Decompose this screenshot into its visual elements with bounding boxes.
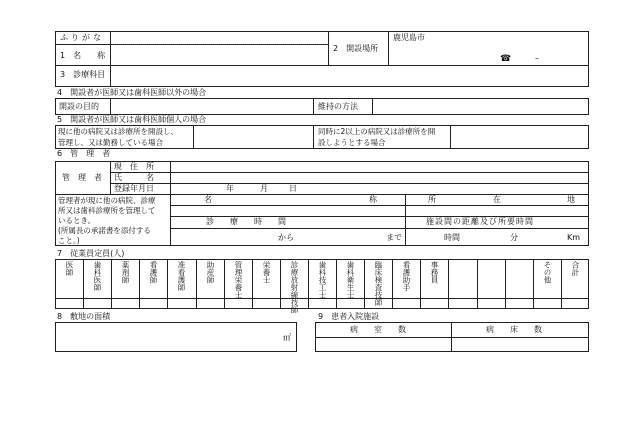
section7-heading: 7 従業員定員(人) <box>57 249 125 258</box>
staff-count-cell[interactable] <box>140 299 166 308</box>
section5-left-text-2: 管理し、又は勤務している場合 <box>58 138 163 147</box>
rooms-label: 病 室 数 <box>350 325 406 334</box>
section6-heading: 6 管 理 者 <box>57 149 111 158</box>
staff-count-cell[interactable] <box>309 299 335 308</box>
facility-name-input[interactable] <box>112 46 326 63</box>
reg-month: 月 <box>260 184 268 193</box>
staff-col-header: 准看護師 <box>177 261 186 291</box>
departments-input[interactable] <box>112 67 586 85</box>
maintenance-label: 維持の方法 <box>318 102 358 111</box>
section5-right-text-2: 設しようとする場合 <box>318 138 386 147</box>
staff-count-cell[interactable] <box>197 299 223 308</box>
section5-heading: 5 開設者が医師又は歯科医師個人の場合 <box>57 115 207 124</box>
staff-count-cell[interactable] <box>449 299 475 308</box>
staff-col-header: 事務員 <box>430 261 439 284</box>
reg-year: 年 <box>226 184 234 193</box>
staff-count-cell[interactable] <box>168 299 194 308</box>
staff-col-header: 歯科医師 <box>93 261 102 291</box>
staff-col-header: 医師 <box>65 261 74 276</box>
manager-name-label: 氏 名 <box>114 173 154 182</box>
col-name-2: 称 <box>369 195 377 204</box>
hours-from: から <box>278 233 294 242</box>
section4-heading: 4 開設者が医師又は歯科医師以外の場合 <box>57 88 207 97</box>
staff-col-header: 助産師 <box>206 261 215 284</box>
hours-until: まで <box>386 233 402 242</box>
staff-count-cell[interactable] <box>506 299 532 308</box>
staff-count-cell[interactable] <box>534 299 560 308</box>
staff-count-cell[interactable] <box>84 299 110 308</box>
staff-count-cell[interactable] <box>421 299 447 308</box>
travel-minutes: 分 <box>510 233 518 242</box>
staff-count-cell[interactable] <box>281 299 307 308</box>
col-hours: 診 療 時 間 <box>206 217 286 226</box>
staff-col-header: 臨床検査技師 <box>374 261 383 306</box>
staff-count-cell[interactable] <box>253 299 279 308</box>
travel-km: Km <box>567 233 581 242</box>
location-label: 2 開設場所 <box>333 44 379 53</box>
staff-col-header: 看護助手 <box>402 261 411 291</box>
staff-col-header: その他 <box>543 261 552 284</box>
staff-col-header: 栄養士 <box>262 261 271 284</box>
other-facility-text-2: 所又は歯科診療所を管理して <box>58 206 156 215</box>
furigana-input[interactable] <box>112 33 326 43</box>
staff-count-cell[interactable] <box>225 299 251 308</box>
manager-label: 管 理 者 <box>62 173 102 182</box>
section5-left-text-1: 現に他の病院又は診療所を開設し、 <box>58 127 178 136</box>
col-location-2: 在 <box>493 195 501 204</box>
staff-count-cell[interactable] <box>562 299 588 308</box>
staff-count-cell[interactable] <box>112 299 138 308</box>
facility-name-label: 1 名 称 <box>60 51 106 60</box>
reg-day: 日 <box>289 184 297 193</box>
staff-col-header: 看護師 <box>149 261 158 284</box>
telephone-icon: ☎ <box>500 54 512 64</box>
section5-right-text-1: 同時に2以上の病院又は診療所を開 <box>318 127 436 136</box>
staff-col-header: 診療放射線技師 <box>290 261 299 314</box>
staff-col-header: 管理栄養士 <box>234 261 243 299</box>
purpose-label: 開設の目的 <box>59 102 99 111</box>
col-location-3: 地 <box>567 195 575 204</box>
staff-col-header: 薬剤師 <box>121 261 130 284</box>
staff-count-cell[interactable] <box>478 299 504 308</box>
staff-count-cell[interactable] <box>365 299 391 308</box>
other-facility-text-5: こと。) <box>58 236 80 245</box>
travel-hours: 時間 <box>444 233 460 242</box>
staff-col-header: 合計 <box>571 261 580 276</box>
staff-col-header: 歯科技工士 <box>318 261 327 299</box>
col-name-1: 名 <box>204 195 212 204</box>
site-area-unit: ㎡ <box>283 333 291 342</box>
col-distance: 施設間の距離及び所要時間 <box>426 217 534 226</box>
beds-label: 病 床 数 <box>486 325 542 334</box>
section8-heading: 8 敷地の面積 <box>57 312 111 321</box>
col-location-1: 所 <box>428 195 436 204</box>
site-area-box <box>55 322 297 352</box>
staff-count-cell[interactable] <box>56 299 82 308</box>
other-facility-text-1: 管理者が現に他の病院、診療 <box>58 196 156 205</box>
manager-address-label: 現 住 所 <box>114 162 154 171</box>
manager-reg-date-label: 登録年月日 <box>114 184 154 193</box>
phone-dash: – <box>535 54 539 63</box>
staff-count-cell[interactable] <box>337 299 363 308</box>
other-facility-text-4: (所属長の承諾書を添付する <box>58 226 151 235</box>
staff-count-cell[interactable] <box>393 299 419 308</box>
furigana-label: ふりがな <box>60 33 104 42</box>
departments-label: 3 診療科目 <box>60 70 106 79</box>
section9-heading: 9 患者入院施設 <box>318 312 380 321</box>
other-facility-text-3: いるとき。 <box>58 216 96 225</box>
location-value: 鹿児島市 <box>393 33 425 42</box>
staff-col-header: 歯科衛生士 <box>346 261 355 299</box>
